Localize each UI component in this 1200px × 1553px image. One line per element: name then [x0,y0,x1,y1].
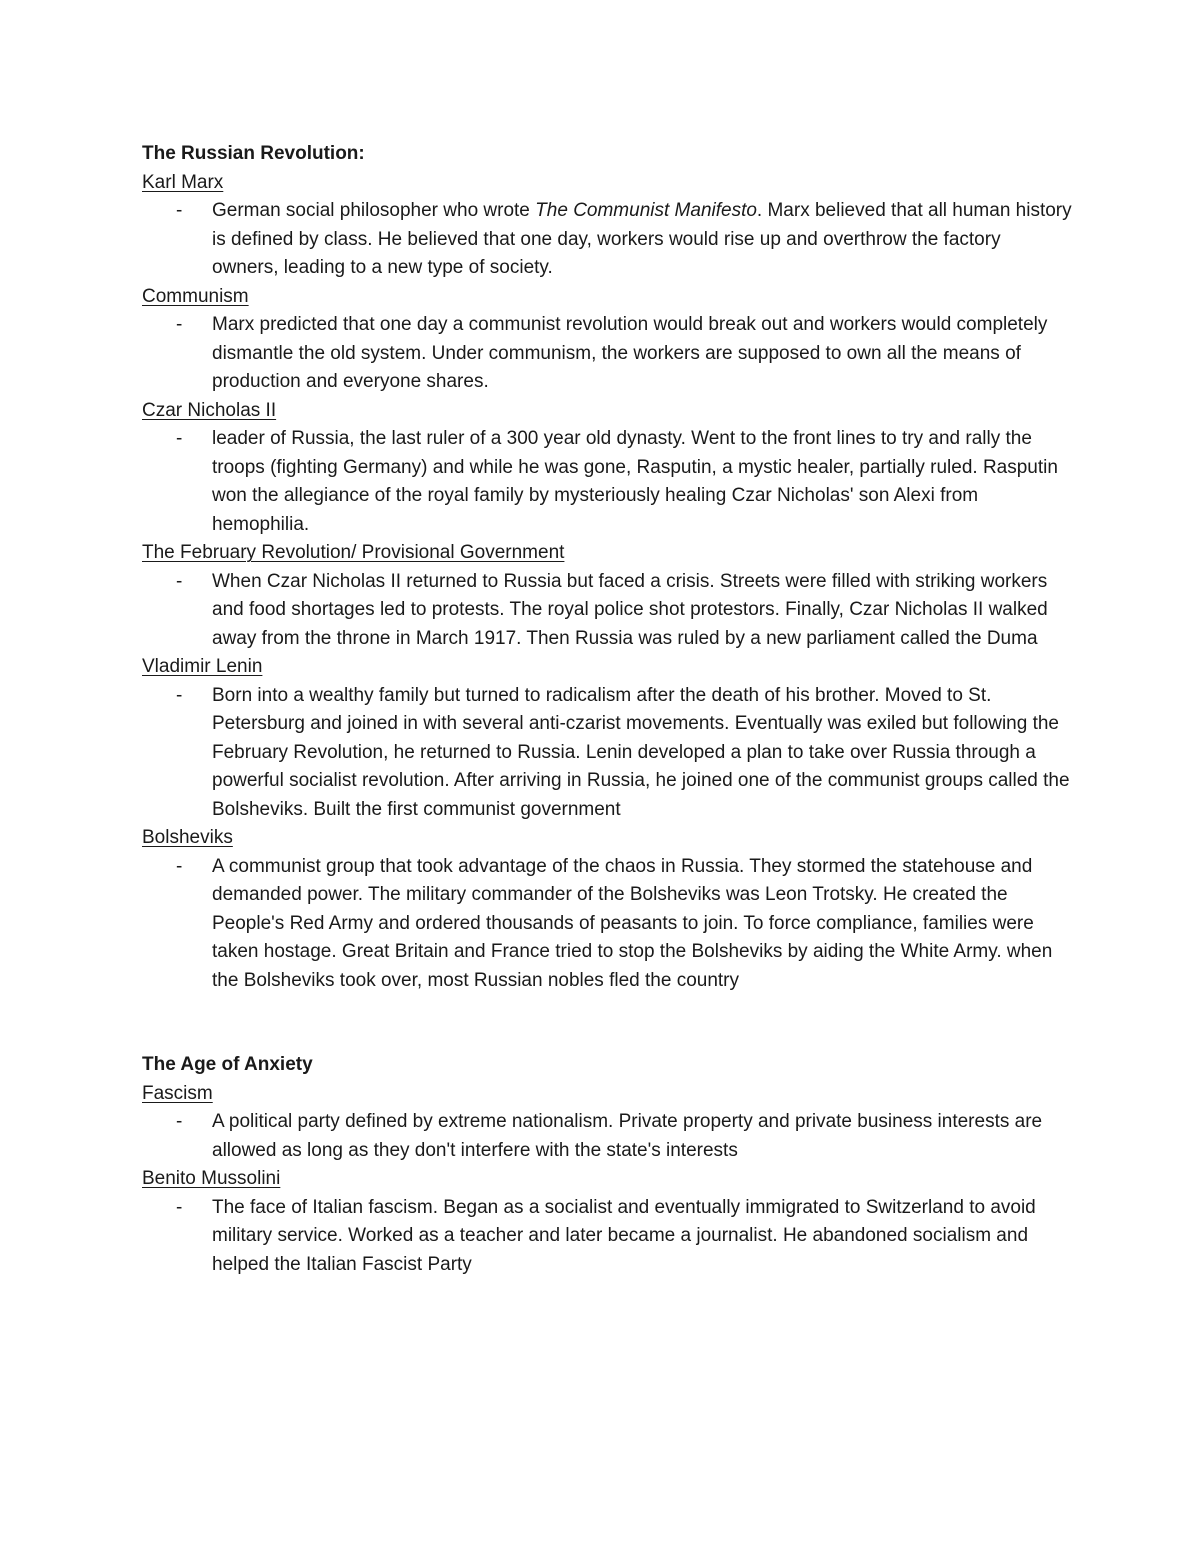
bullet-text: Marx predicted that one day a communist revolution would break out and workers would completely dismantle the old system. Under communism, the workers are supposed to own all the means of production and everyone shares. [212,314,1048,392]
bullet-text: leader of Russia, the last ruler of a 300 year old dynasty. Went to the front lines to try and rally the troops (fighting Germany) and while he was gone, Rasputin, a mystic healer, partially ruled. Rasputin won the allegiance of the royal family by mysteriously healing Czar Nicholas' son Alexi from hemophilia. [212,428,1058,535]
term-fascism: Fascism [142,1082,213,1104]
bullet-dash: - [176,314,183,335]
term-benito-mussolini: Benito Mussolini [142,1168,281,1189]
bullet-text: A political party defined by extreme nationalism. Private property and private business interests are allowed as long as they don't interfere with the state's interests [212,1111,1043,1161]
bullet-dash: - [176,684,183,706]
bullet-dash: - [176,570,183,592]
bullet-text: Born into a wealthy family but turned to radicalism after the death of his brother. Moved to St. Petersburg and joined in with several anti-czarist movements. Eventually was exiled but following the February Revolution, he returned to Russia. Lenin developed a plan to take over Russia through a powerful socialist revolution. After arriving in Russia, he joined one of the communist groups called the Bolsheviks. Built the first communist government [212,684,1070,820]
book-title: The Communist Manifesto [535,200,757,221]
document-page [142,140,1072,1279]
bullet-item [142,1194,1072,1280]
section-title: The Age of Anxiety [142,1054,313,1075]
term-karl-marx: Karl Marx [142,171,224,193]
section-russian-revolution [142,140,1072,995]
bullet-dash: - [176,1196,183,1218]
term-vladimir-lenin: Vladimir Lenin [142,656,263,677]
bullet-item [142,853,1072,996]
bullet-text: German social philosopher who wrote The Communist Manifesto. Marx believed that all human history is defined by class. He believed that one day, workers would rise up and overthrow the factory owners, leading to a new type of society. [212,200,1072,278]
bullet-item [142,197,1072,283]
bullet-text: The face of Italian fascism. Began as a socialist and eventually immigrated to Switzerland to avoid military service. Worked as a teacher and later became a journalist. He abandoned socialism and helped the Italian Fascist Party [212,1196,1036,1275]
bullet-dash: - [176,1111,183,1132]
bullet-text: When Czar Nicholas II returned to Russia but faced a crisis. Streets were filled with striking workers and food shortages led to protests. The royal police shot protestors. Finally, Czar Nicholas II walked away from the throne in March 1917. Then Russia was ruled by a new parliament called the Duma [212,570,1048,649]
section-age-of-anxiety [142,1051,1072,1279]
term-communism: Communism [142,285,249,307]
bullet-item [142,1108,1072,1165]
bullet-text: A communist group that took advantage of the chaos in Russia. They stormed the statehouse and demanded power. The military commander of the Bolsheviks was Leon Trotsky. He created the People's Red Army and ordered thousands of peasants to join. To force compliance, families were taken hostage. Great Britain and France tried to stop the Bolsheviks by aiding the White Army. when the Bolsheviks took over, most Russian nobles fled the country [212,855,1053,991]
bullet-dash: - [176,200,183,221]
section-title: The Russian Revolution: [142,143,365,164]
bullet-dash: - [176,855,183,877]
term-february-revolution: The February Revolution/ Provisional Government [142,542,565,563]
bullet-item [142,568,1072,654]
bullet-item [142,425,1072,539]
bullet-dash: - [176,428,183,449]
bullet-item [142,682,1072,825]
term-czar-nicholas: Czar Nicholas II [142,399,277,421]
bullet-item [142,311,1072,397]
term-bolsheviks: Bolsheviks [142,827,233,848]
